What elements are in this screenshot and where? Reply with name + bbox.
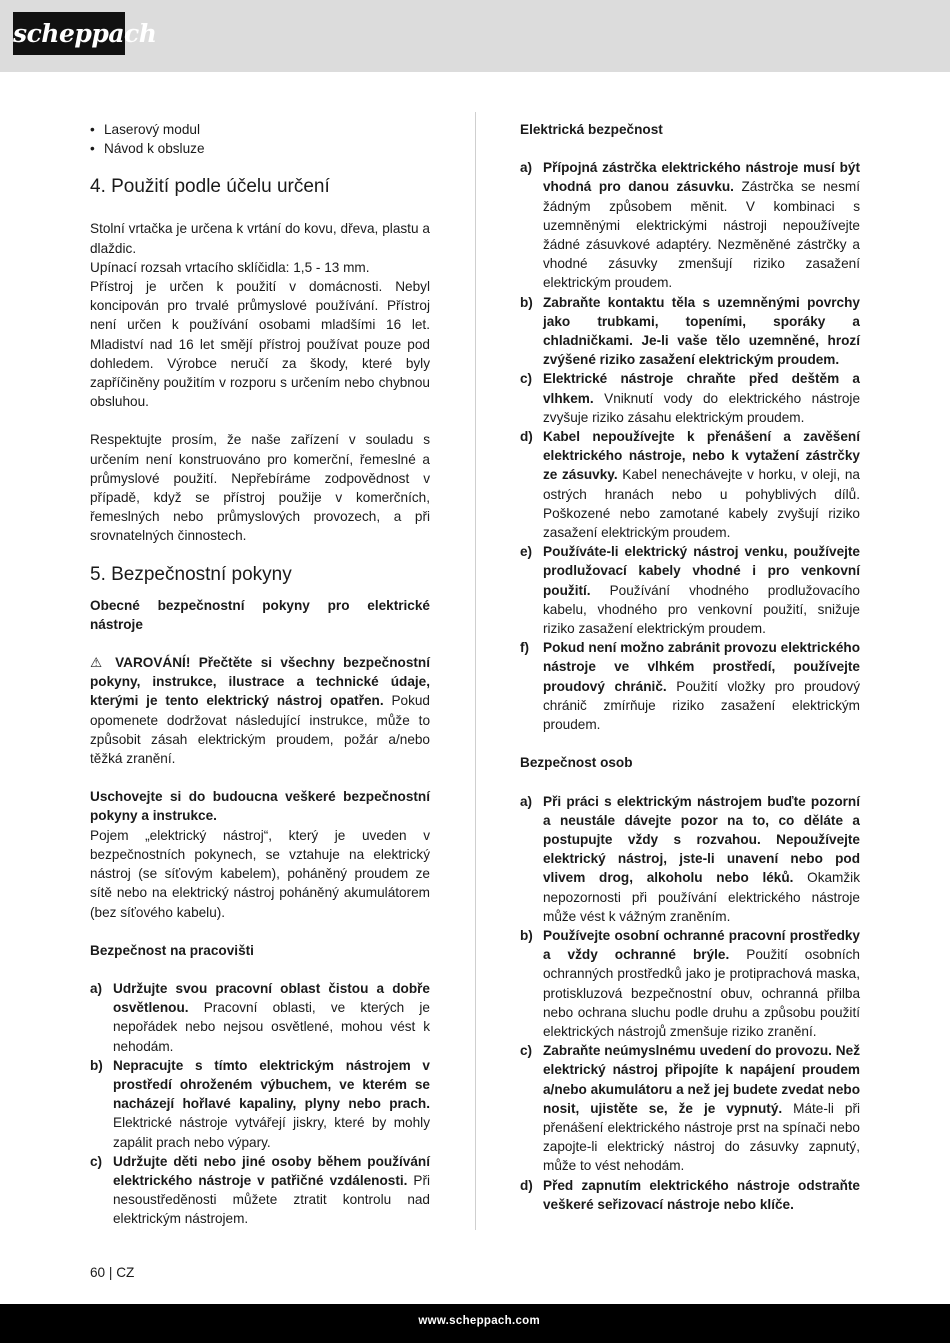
- subheading-general: Obecné bezpečnostní pokyny pro elektrické nástroje: [90, 597, 430, 632]
- paragraph: Stolní vrtačka je určena k vrtání do kovu, dřeva, plastu a dlaždic.: [90, 221, 430, 256]
- left-column: [90, 120, 430, 1229]
- paragraph: Pojem „elektrický nástroj“, který je uveden v bezpečnostních pokynech, se vztahuje na elektrický nástroj (se síťovým kabelem), poháněný proudem ze sítě nebo na elektrický nástroj poháněný akumulátorem (bez síťového kabelu).: [90, 827, 430, 920]
- list-item: a) Udržujte svou pracovní oblast čistou a dobře osvětlenou. Pracovní oblasti, ve kterých je nepořádek nebo nejsou osvětlené, mohou vést k nehodám.: [90, 980, 430, 1054]
- paragraph: Přístroj je určen k použití v domácnosti. Nebyl koncipován pro trvalé průmyslové používání. Přístroj není určen k používání osobami mladšími 16 let. Mladiství nad 16 let smějí přístroj používat pouze pod dohledem. Výrobce neručí za škody, které byly zapříčiněny použitím v rozporu s určením nebo chybnou obsluhou.: [90, 279, 430, 410]
- paragraph: Upínací rozsah vrtacího sklíčidla: 1,5 - 13 mm.: [90, 259, 370, 275]
- list-item: f) Pokud není možno zabránit provozu elektrického nástroje ve vlhkém prostředí, používejte proudový chránič. Použití vložky pro proudový chránič zmírňuje riziko zasažení elektrickým proudem.: [520, 640, 860, 733]
- warning-paragraph: [90, 653, 430, 768]
- list-item: e) Používáte-li elektrický nástroj venku, používejte prodlužovací kabely vhodné i pro venkovní použití. Používání vhodného prodlužovacího kabelu, vhodného pro venkovní použití, snižuje riziko zasažení elektrickým proudem.: [520, 544, 860, 637]
- column-divider: [475, 112, 476, 1230]
- list-item: a) Při práci s elektrickým nástrojem buďte pozorní a neustále dávejte pozor na to, co děláte a postupujte vždy s rozvahou. Nepoužívejte elektrický nástroj, jste-li unavení nebo pod vlivem drog, alkoholu nebo léků. Okamžik nepozornosti při používání elektrického nástroje může vést k vážným zraněním.: [520, 793, 860, 924]
- list-item: d) Kabel nepoužívejte k přenášení a zavěšení elektrického nástroje, nebo k vytažení zástrčky ze zásuvky. Kabel nenechávejte v horku, v oleji, na ostrých hranách nebo u pohyblivých dílů. Poškozené nebo zamotané kabely zvyšují riziko zasažení elektrickým proudem.: [520, 429, 860, 541]
- list-item: b) Používejte osobní ochranné pracovní prostředky a vždy ochranné brýle. Použití osobních ochranných prostředků jako je protiprachová maska, protiskluzová bezpečnostní obuv, ochranná přilba nebo ochrana sluchu podle druhu a způsobu použití elektrických nástrojů zmenšuje riziko zranění.: [520, 927, 860, 1039]
- list-item: c) Elektrické nástroje chraňte před deštěm a vlhkem. Vniknutí vody do elektrického nástroje zvyšuje riziko zásahu elektrickým proudem.: [520, 371, 860, 425]
- section-4-title: 4. Použití podle účelu určení: [90, 176, 330, 198]
- subheading-electrical: Elektrická bezpečnost: [520, 122, 663, 137]
- paragraph: Respektujte prosím, že naše zařízení v souladu s určením není konstruováno pro komerční, řemeslné a průmyslové použití. Nepřebíráme zodpovědnost v případě, když se přístroj použije v komerčních, řemeslných nebo průmyslových provozech, a při srovnatelných činnostech.: [90, 432, 430, 544]
- list-item: b) Zabraňte kontaktu těla s uzemněnými povrchy jako trubkami, topeními, sporáky a chladničkami. Je-li vaše tělo uzemněné, hrozí zvýšené riziko zasažení elektrickým proudem.: [520, 294, 860, 368]
- website-link[interactable]: www.scheppach.com: [418, 1315, 540, 1327]
- warning-text: Pokud opomenete dodržovat následující instrukce, může to způsobit zásah elektrickým proudem, požár a/nebo těžká zranění.: [90, 693, 430, 767]
- workplace-list: [90, 979, 430, 1229]
- page-footer: [0, 1304, 950, 1343]
- list-item: a) Přípojná zástrčka elektrického nástroje musí být vhodná pro danou zásuvku. Zástrčka se nesmí žádným způsobem měnit. V kombinaci s uzemněnými elektrickými nástroji nepoužívejte žádné zásuvkové adaptéry. Nezměněné zástrčky a vhodné zásuvky zmenšují riziko zasažení elektrickým proudem.: [520, 160, 860, 291]
- list-item: • Návod k obsluze: [90, 139, 430, 158]
- electrical-list: [520, 158, 860, 734]
- accessory-list: [90, 120, 430, 158]
- brand-logo: scheppach: [13, 12, 125, 55]
- page-header: [0, 0, 950, 72]
- list-item: c) Zabraňte neúmyslnému uvedení do provozu. Než elektrický nástroj připojíte k napájení proudem a/nebo akumulátoru a než jej budete zvedat nebo nosit, ujistěte se, že je vypnutý. Máte-li při přenášení elektrického nástroje prst na spínači nebo zapojte-li elektrický nástroj do zásuvky zapnutý, může to vést nehodám.: [520, 1043, 860, 1174]
- subheading-workplace: Bezpečnost na pracovišti: [90, 942, 254, 958]
- right-column: [520, 120, 860, 1214]
- personal-list: [520, 792, 860, 1214]
- warning-bold: ⚠ VAROVÁNÍ! Přečtěte si všechny bezpečnostní pokyny, instrukce, ilustrace a technické údaje, kterými je tento elektrický nástroj opatřen.: [90, 655, 430, 709]
- list-item: b) Nepracujte s tímto elektrickým nástrojem v prostředí ohroženém výbuchem, ve kterém se nacházejí hořlavé kapaliny, plyny nebo prach. Elektrické nástroje vytvářejí jiskry, které by mohly zapálit prach nebo výpary.: [90, 1057, 430, 1150]
- section-5-title: 5. Bezpečnostní pokyny: [90, 563, 292, 585]
- list-item: • Laserový modul: [90, 120, 430, 139]
- subheading-personal: Bezpečnost osob: [520, 755, 633, 771]
- list-item: d) Před zapnutím elektrického nástroje odstraňte veškeré seřizovací nástroje nebo klíče.: [520, 1177, 860, 1212]
- list-item: c) Udržujte děti nebo jiné osoby během používání elektrického nástroje v patřičné vzdálenosti. Při nesoustředěnosti můžete ztratit kontrolu nad elektrickým nástrojem.: [90, 1153, 431, 1227]
- keep-instructions-heading: Uschovejte si do budoucna veškeré bezpečnostní pokyny a instrukce.: [90, 789, 430, 824]
- page-number: 60 | CZ: [90, 1265, 135, 1280]
